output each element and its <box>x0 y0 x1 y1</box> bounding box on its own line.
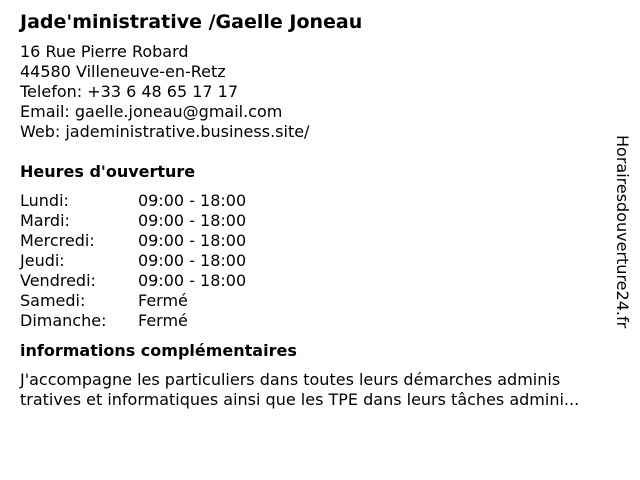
day-label: Jeudi: <box>20 251 65 270</box>
email-line[interactable]: Email: gaelle.joneau@gmail.com <box>20 102 283 121</box>
hours-row-friday <box>20 271 610 291</box>
hours-row-monday <box>20 191 610 211</box>
day-label: Mardi: <box>20 211 70 230</box>
time-value: 09:00 - 18:00 <box>138 271 247 290</box>
hours-heading: Heures d'ouverture <box>20 162 196 181</box>
hours-row-sunday <box>20 311 610 331</box>
day-label: Samedi: <box>20 291 86 310</box>
time-value: 09:00 - 18:00 <box>138 211 247 230</box>
time-value: 09:00 - 18:00 <box>138 251 247 270</box>
extra-info-line-1: J'accompagne les particuliers dans toutes leurs démarches adminis <box>20 370 561 389</box>
hours-row-tuesday <box>20 211 610 231</box>
day-label: Mercredi: <box>20 231 95 250</box>
phone-line[interactable]: Telefon: +33 6 48 65 17 17 <box>20 82 239 101</box>
extra-info-line-2: tratives et informatiques ainsi que les TPE dans leurs tâches admini... <box>20 390 580 409</box>
day-label: Dimanche: <box>20 311 107 330</box>
time-value: 09:00 - 18:00 <box>138 231 247 250</box>
day-label: Vendredi: <box>20 271 96 290</box>
time-value: Fermé <box>138 291 188 310</box>
time-value: 09:00 - 18:00 <box>138 191 247 210</box>
hours-row-saturday <box>20 291 610 311</box>
opening-hours-list <box>20 191 610 331</box>
time-value: Fermé <box>138 311 188 330</box>
day-label: Lundi: <box>20 191 69 210</box>
business-card <box>20 10 610 410</box>
hours-row-wednesday <box>20 231 610 251</box>
address-street: 16 Rue Pierre Robard <box>20 42 189 61</box>
extra-info-text <box>20 370 628 410</box>
extra-info-heading: informations complémentaires <box>20 341 297 360</box>
business-name: Jade'ministrative /Gaelle Joneau <box>20 11 363 33</box>
side-brand-watermark: Horairesdouverture24.fr <box>613 135 632 329</box>
web-line[interactable]: Web: jadeministrative.business.site/ <box>20 122 310 141</box>
address-city: 44580 Villeneuve-en-Retz <box>20 62 226 81</box>
hours-row-thursday <box>20 251 610 271</box>
